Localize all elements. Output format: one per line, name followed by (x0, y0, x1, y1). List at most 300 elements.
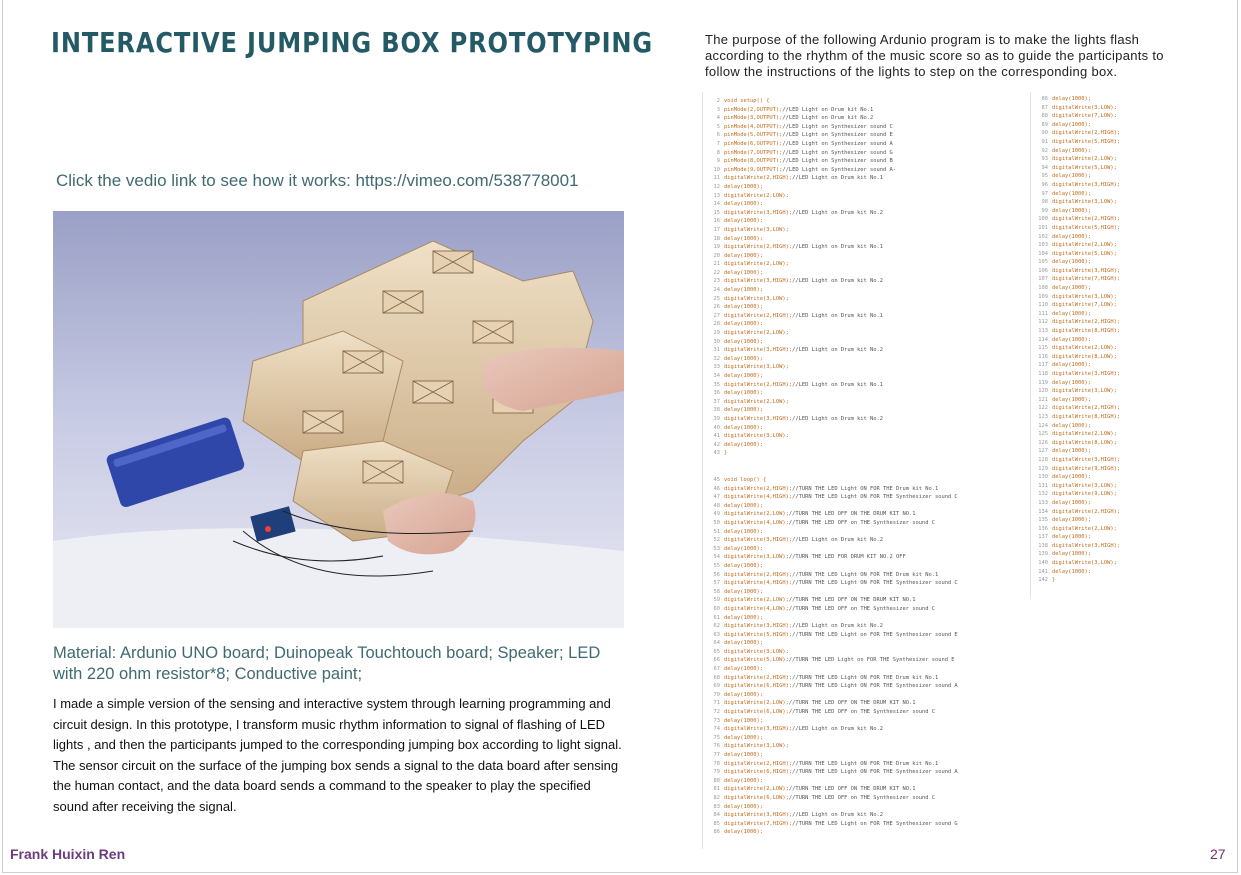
code-comment: //LED Light on Drum kit No.1 (792, 381, 884, 388)
code-statement: } (724, 450, 728, 457)
line-number: 37 (713, 398, 720, 405)
code-line (706, 174, 896, 183)
code-statement: delay(1000); (1052, 474, 1091, 481)
line-number: 41 (713, 433, 720, 440)
code-line (706, 295, 896, 304)
line-number: 86 (713, 829, 720, 836)
code-statement: delay(1000); (724, 562, 763, 569)
code-line (706, 398, 896, 407)
code-statement: digitalWrite(5,LOW); (1052, 164, 1117, 171)
code-line (1034, 447, 1120, 456)
code-line (706, 760, 958, 769)
code-line (1034, 267, 1120, 276)
line-number: 19 (713, 244, 720, 251)
code-line (706, 502, 958, 511)
code-line (706, 751, 958, 760)
code-line (706, 346, 896, 355)
line-number: 141 (1038, 568, 1048, 575)
prototype-photo-illustration (53, 211, 624, 628)
code-statement: delay(1000); (724, 304, 763, 311)
code-statement: digitalWrite(3,LOW); (724, 433, 789, 440)
code-line (706, 329, 896, 338)
code-line (1034, 284, 1120, 293)
line-number: 82 (713, 794, 720, 801)
code-statement: delay(1000); (1052, 310, 1091, 317)
line-number: 105 (1038, 259, 1048, 266)
line-number: 135 (1038, 517, 1048, 524)
line-number: 11 (713, 175, 720, 182)
code-statement: delay(1000); (724, 614, 763, 621)
line-number: 97 (1041, 190, 1048, 197)
code-statement: digitalWrite(2,LOW); (1052, 242, 1117, 249)
code-comment: //LED Light on Drum kit No.2 (792, 812, 884, 819)
code-statement: digitalWrite(2,HIGH); (724, 760, 793, 767)
line-number: 127 (1038, 448, 1048, 455)
code-statement: delay(1000); (724, 201, 763, 208)
line-number: 101 (1038, 224, 1048, 231)
line-number: 22 (713, 269, 720, 276)
code-line (706, 415, 896, 424)
code-line (1034, 327, 1120, 336)
code-comment: //LED Light on Synthesizer sound G (782, 149, 893, 156)
code-statement: digitalWrite(3,LOW); (724, 364, 789, 371)
code-comment: //LED Light on Synthesizer sound E (782, 132, 893, 139)
line-number: 80 (713, 777, 720, 784)
code-comment: //LED Light on Drum kit No.2 (792, 209, 884, 216)
line-number: 86 (1041, 96, 1048, 102)
code-line (706, 588, 958, 597)
line-number: 92 (1041, 147, 1048, 154)
code-line (706, 828, 958, 837)
line-number: 71 (713, 700, 720, 707)
code-statement: digitalWrite(4,LOW); (724, 605, 789, 612)
code-statement: digitalWrite(3,LOW); (1052, 199, 1117, 206)
line-number: 122 (1038, 405, 1048, 412)
line-number: 119 (1038, 379, 1048, 386)
line-number: 114 (1038, 336, 1048, 343)
code-line (706, 166, 896, 175)
code-statement: delay(1000); (724, 390, 763, 397)
code-statement: delay(1000); (724, 373, 763, 379)
code-comment: //TURN THE LED Light ON FOR THE Synthesizer sound A (792, 769, 958, 776)
code-statement: delay(1000); (724, 355, 763, 362)
code-statement: digitalWrite(3,LOW); (724, 295, 789, 302)
code-statement: digitalWrite(5,HIGH); (1052, 138, 1121, 145)
code-line (1034, 336, 1120, 345)
line-number: 142 (1038, 577, 1048, 584)
code-statement: digitalWrite(2,HIGH); (1052, 216, 1121, 223)
line-number: 124 (1038, 422, 1048, 429)
line-number: 110 (1038, 302, 1048, 309)
line-number: 67 (713, 666, 720, 673)
code-line (706, 691, 958, 700)
line-number: 125 (1038, 431, 1048, 438)
code-line (706, 355, 896, 364)
code-comment: //TURN THE LED Light ON FOR THE Drum kit No.1 (792, 571, 939, 578)
line-number: 21 (713, 261, 720, 268)
line-number: 75 (713, 734, 720, 741)
code-line (706, 708, 958, 717)
code-comment: //LED Light on Drum kit No.2 (792, 726, 884, 733)
code-line (706, 811, 958, 820)
line-number: 13 (713, 192, 720, 199)
line-number: 55 (713, 562, 720, 569)
line-number: 116 (1038, 353, 1048, 360)
code-line (1034, 275, 1120, 284)
line-number: 139 (1038, 551, 1048, 558)
code-statement: delay(1000); (724, 734, 763, 741)
code-line (1034, 473, 1120, 482)
code-statement: pinMode(3,OUTPUT); (724, 115, 783, 122)
code-line (1034, 293, 1120, 302)
code-comment: //TURN THE LED OFF on THE Synthesizer sound C (788, 794, 935, 801)
code-line (706, 734, 958, 743)
code-line (706, 406, 896, 415)
code-statement: delay(1000); (1052, 147, 1091, 154)
code-comment: //TURN THE LED OFF on THE Synthesizer sound C (788, 519, 935, 526)
code-line (706, 277, 896, 286)
code-statement: digitalWrite(2,LOW); (1052, 431, 1117, 438)
code-line (706, 363, 896, 372)
code-line (706, 286, 896, 295)
code-statement: delay(1000); (724, 424, 763, 431)
code-statement: digitalWrite(3,LOW); (1052, 104, 1117, 111)
code-statement: delay(1000); (1052, 96, 1091, 102)
code-statement: digitalWrite(8,LOW); (1052, 439, 1117, 446)
code-comment: //LED Light on Drum kit No.2 (792, 537, 884, 544)
code-line (1034, 215, 1120, 224)
code-statement: digitalWrite(3,LOW); (1052, 293, 1117, 300)
code-line (1034, 164, 1120, 173)
code-statement: delay(1000); (1052, 173, 1091, 180)
code-statement: delay(1000); (1052, 568, 1091, 575)
code-line (706, 553, 958, 562)
line-number: 89 (1041, 121, 1048, 128)
line-number: 98 (1041, 199, 1048, 206)
line-number: 107 (1038, 276, 1048, 283)
code-line (1034, 95, 1120, 104)
code-comment: //TURN THE LED Light on FOR THE Synthesizer sound G (792, 820, 958, 827)
code-comment: //LED Light on Drum kit No.1 (792, 312, 884, 319)
code-line (1034, 525, 1120, 534)
code-line (1034, 413, 1120, 422)
code-statement: digitalWrite(8,HIGH); (1052, 413, 1121, 420)
page-title: INTERACTIVE JUMPING BOX PROTOTYPING (51, 26, 654, 59)
code-comment: //LED Light on Drum kit No.2 (792, 278, 884, 285)
code-statement: delay(1000); (724, 717, 763, 724)
code-statement: pinMode(4,OUTPUT); (724, 123, 783, 130)
line-number: 46 (713, 485, 720, 492)
code-line (1034, 430, 1120, 439)
code-statement: digitalWrite(5,HIGH); (1052, 224, 1121, 231)
code-statement: delay(1000); (1052, 207, 1091, 214)
code-line (1034, 456, 1120, 465)
line-number: 38 (713, 407, 720, 414)
code-statement: digitalWrite(3,HIGH); (724, 209, 793, 216)
code-line (706, 381, 896, 390)
code-line (706, 528, 958, 537)
code-line (1034, 482, 1120, 491)
line-number: 123 (1038, 413, 1048, 420)
line-number: 68 (713, 674, 720, 681)
line-number: 4 (716, 115, 720, 122)
code-statement: digitalWrite(2,LOW); (724, 261, 789, 268)
code-line (706, 665, 958, 674)
line-number: 58 (713, 588, 720, 595)
code-statement: digitalWrite(2,LOW); (724, 700, 789, 707)
line-number: 27 (713, 312, 720, 319)
code-column-divider (1030, 92, 1031, 598)
code-line (1034, 422, 1120, 431)
code-line (706, 131, 896, 140)
code-statement: digitalWrite(9,LOW); (1052, 491, 1117, 498)
line-number: 111 (1038, 310, 1048, 317)
code-line (1034, 379, 1120, 388)
line-number: 47 (713, 494, 720, 501)
code-statement: delay(1000); (1052, 551, 1091, 558)
line-number: 69 (713, 683, 720, 690)
line-number: 23 (713, 278, 720, 285)
code-statement: delay(1000); (1052, 121, 1091, 128)
code-statement: digitalWrite(3,LOW); (724, 743, 789, 750)
code-line (706, 545, 958, 554)
code-line (706, 571, 958, 580)
line-number: 51 (713, 528, 720, 535)
code-statement: digitalWrite(6,HIGH); (724, 769, 793, 776)
code-line (706, 794, 958, 803)
code-line (706, 320, 896, 329)
code-statement: digitalWrite(2,HIGH); (724, 244, 793, 251)
code-line (706, 97, 896, 106)
code-line (706, 536, 958, 545)
line-number: 138 (1038, 542, 1048, 549)
code-comment: //LED Light on Synthesizer sound A (782, 140, 893, 147)
code-statement: delay(1000); (1052, 422, 1091, 429)
line-number: 53 (713, 545, 720, 552)
description-paragraph: I made a simple version of the sensing and interactive system through learning programming and circuit design. In this prototype, I transform music rhythm information to signal of flashing of LED lights , and then the participants jumped to the corresponding jumping box according to light signal. The sensor circuit on the surface of the jumping box sends a signal to the data board after sensing the human contact, and the data board sends a command to the speaker to play the specified sound after receiving the signal. (53, 696, 622, 814)
code-comment: //TURN THE LED OFF ON THE DRUM KIT NO.1 (788, 597, 916, 604)
code-statement: pinMode(5,OUTPUT); (724, 132, 783, 139)
line-number: 62 (713, 623, 720, 630)
code-comment: //LED Light on Synthesizer sound C (782, 123, 893, 130)
code-statement: digitalWrite(3,LOW); (724, 226, 789, 233)
code-statement: } (1052, 577, 1056, 584)
code-line (1034, 112, 1120, 121)
code-statement: delay(1000); (724, 640, 763, 647)
line-number: 102 (1038, 233, 1048, 240)
code-statement: delay(1000); (1052, 259, 1091, 266)
line-number: 66 (713, 657, 720, 664)
code-statement: pinMode(8,OUTPUT); (724, 158, 783, 165)
line-number: 88 (1041, 113, 1048, 120)
code-statement: digitalWrite(8,HIGH); (1052, 328, 1121, 335)
code-comment: //TURN THE LED Light ON FOR THE Drum kit No.1 (792, 674, 939, 681)
line-number: 118 (1038, 371, 1048, 377)
line-number: 14 (713, 201, 720, 208)
line-number: 93 (1041, 156, 1048, 163)
code-line (1034, 241, 1120, 250)
code-comment: //TURN THE LED Light ON FOR THE Synthesizer sound C (792, 580, 958, 587)
code-comment: //TURN THE LED Light ON FOR THE Drum kit No.1 (792, 485, 939, 492)
line-number: 63 (713, 631, 720, 638)
line-number: 79 (713, 769, 720, 776)
code-statement: digitalWrite(7,LOW); (1052, 302, 1117, 309)
line-number: 61 (713, 614, 720, 621)
code-comment: //LED Light on Synthesizer sound B (782, 158, 893, 165)
line-number: 7 (716, 140, 720, 147)
line-number: 8 (716, 149, 720, 156)
code-line (1034, 550, 1120, 559)
code-statement: delay(1000); (724, 441, 763, 448)
code-statement: delay(1000); (1052, 534, 1091, 541)
code-line (706, 114, 896, 123)
code-line (706, 639, 958, 648)
code-line (706, 338, 896, 347)
code-comment: //LED Light on Drum kit No.2 (792, 623, 884, 630)
code-line (706, 614, 958, 623)
code-line (1034, 370, 1120, 379)
code-line (1034, 508, 1120, 517)
code-statement: digitalWrite(2,HIGH); (724, 175, 793, 182)
line-number: 28 (713, 321, 720, 328)
line-number: 73 (713, 717, 720, 724)
code-statement: void loop() { (724, 477, 767, 483)
code-statement: digitalWrite(2,HIGH); (724, 674, 793, 681)
line-number: 59 (713, 597, 720, 604)
code-comment: //LED Light on Drum kit No.2 (792, 415, 884, 422)
code-line (706, 192, 896, 201)
code-line (706, 656, 958, 665)
line-number: 104 (1038, 250, 1048, 257)
code-line (1034, 465, 1120, 474)
code-line (706, 123, 896, 132)
code-line (706, 200, 896, 209)
code-line (706, 493, 958, 502)
line-number: 32 (713, 355, 720, 362)
code-statement: digitalWrite(5,LOW); (1052, 250, 1117, 257)
code-statement: delay(1000); (1052, 233, 1091, 240)
line-number: 131 (1038, 482, 1048, 489)
code-line (1034, 353, 1120, 362)
code-comment: //TURN THE LED OFF on THE Synthesizer sound C (788, 605, 935, 612)
line-number: 95 (1041, 173, 1048, 180)
code-line (1034, 172, 1120, 181)
line-number: 64 (713, 640, 720, 647)
code-line (706, 803, 958, 812)
code-line (706, 820, 958, 829)
code-statement: delay(1000); (1052, 379, 1091, 386)
line-number: 29 (713, 330, 720, 337)
line-number: 54 (713, 554, 720, 561)
code-line (1034, 439, 1120, 448)
code-statement: delay(1000); (724, 407, 763, 414)
line-number: 34 (713, 373, 720, 379)
code-statement: digitalWrite(7,HIGH); (1052, 276, 1121, 283)
line-number: 35 (713, 381, 720, 388)
code-continuation-block (1034, 95, 1120, 585)
line-number: 48 (713, 502, 720, 509)
code-statement: digitalWrite(5,LOW); (724, 657, 789, 664)
code-line (1034, 318, 1120, 327)
line-number: 106 (1038, 267, 1048, 274)
code-line (706, 717, 958, 726)
line-number: 134 (1038, 508, 1048, 515)
code-statement: pinMode(7,OUTPUT); (724, 149, 783, 156)
code-line (706, 699, 958, 708)
code-statement: digitalWrite(2,LOW); (724, 786, 789, 793)
code-line (706, 785, 958, 794)
code-line (1034, 207, 1120, 216)
code-statement: digitalWrite(2,LOW); (1052, 345, 1117, 352)
code-statement: digitalWrite(3,HIGH); (724, 537, 793, 544)
line-number: 85 (713, 820, 720, 827)
line-number: 6 (716, 132, 720, 139)
code-line (1034, 104, 1120, 113)
line-number: 136 (1038, 525, 1048, 532)
line-number: 109 (1038, 293, 1048, 300)
line-number: 18 (713, 235, 720, 242)
line-number: 57 (713, 580, 720, 587)
line-number: 15 (713, 209, 720, 216)
code-comment: //LED Light on Synthesizer sound A- (782, 166, 897, 173)
code-line (706, 449, 896, 458)
code-statement: delay(1000); (724, 588, 763, 595)
line-number: 112 (1038, 319, 1048, 326)
code-line (706, 777, 958, 786)
code-line (706, 269, 896, 278)
code-statement: digitalWrite(2,HIGH); (1052, 508, 1121, 515)
line-number: 121 (1038, 396, 1048, 403)
code-line (1034, 396, 1120, 405)
code-statement: digitalWrite(2,LOW); (724, 330, 789, 337)
code-statement: digitalWrite(8,LOW); (1052, 353, 1117, 360)
code-line (706, 579, 958, 588)
code-line (1034, 250, 1120, 259)
code-line (706, 303, 896, 312)
code-line (706, 596, 958, 605)
line-number: 99 (1041, 207, 1048, 214)
line-number: 50 (713, 519, 720, 526)
line-number: 115 (1038, 345, 1048, 352)
code-line (706, 209, 896, 218)
line-number: 36 (713, 390, 720, 397)
code-line (706, 562, 958, 571)
line-number: 84 (713, 812, 720, 819)
code-line (706, 674, 958, 683)
video-link[interactable]: Click the vedio link to see how it works: https://vimeo.com/538778001 (56, 171, 579, 190)
code-statement: digitalWrite(3,HIGH); (724, 812, 793, 819)
line-number: 39 (713, 415, 720, 422)
code-line (1034, 258, 1120, 267)
line-number: 60 (713, 605, 720, 612)
code-line (1034, 568, 1120, 577)
code-statement: delay(1000); (724, 287, 763, 294)
code-statement: digitalWrite(7,LOW); (1052, 113, 1117, 120)
code-line (1034, 301, 1120, 310)
line-number: 129 (1038, 465, 1048, 472)
line-number: 20 (713, 252, 720, 259)
code-statement: delay(1000); (724, 252, 763, 259)
code-line (1034, 361, 1120, 370)
code-statement: digitalWrite(2,LOW); (724, 511, 789, 518)
code-line (706, 140, 896, 149)
line-number: 5 (716, 123, 720, 130)
code-line (706, 648, 958, 657)
code-statement: delay(1000); (724, 183, 763, 190)
line-number: 108 (1038, 285, 1048, 292)
line-number: 113 (1038, 328, 1048, 335)
line-number: 43 (713, 450, 720, 457)
